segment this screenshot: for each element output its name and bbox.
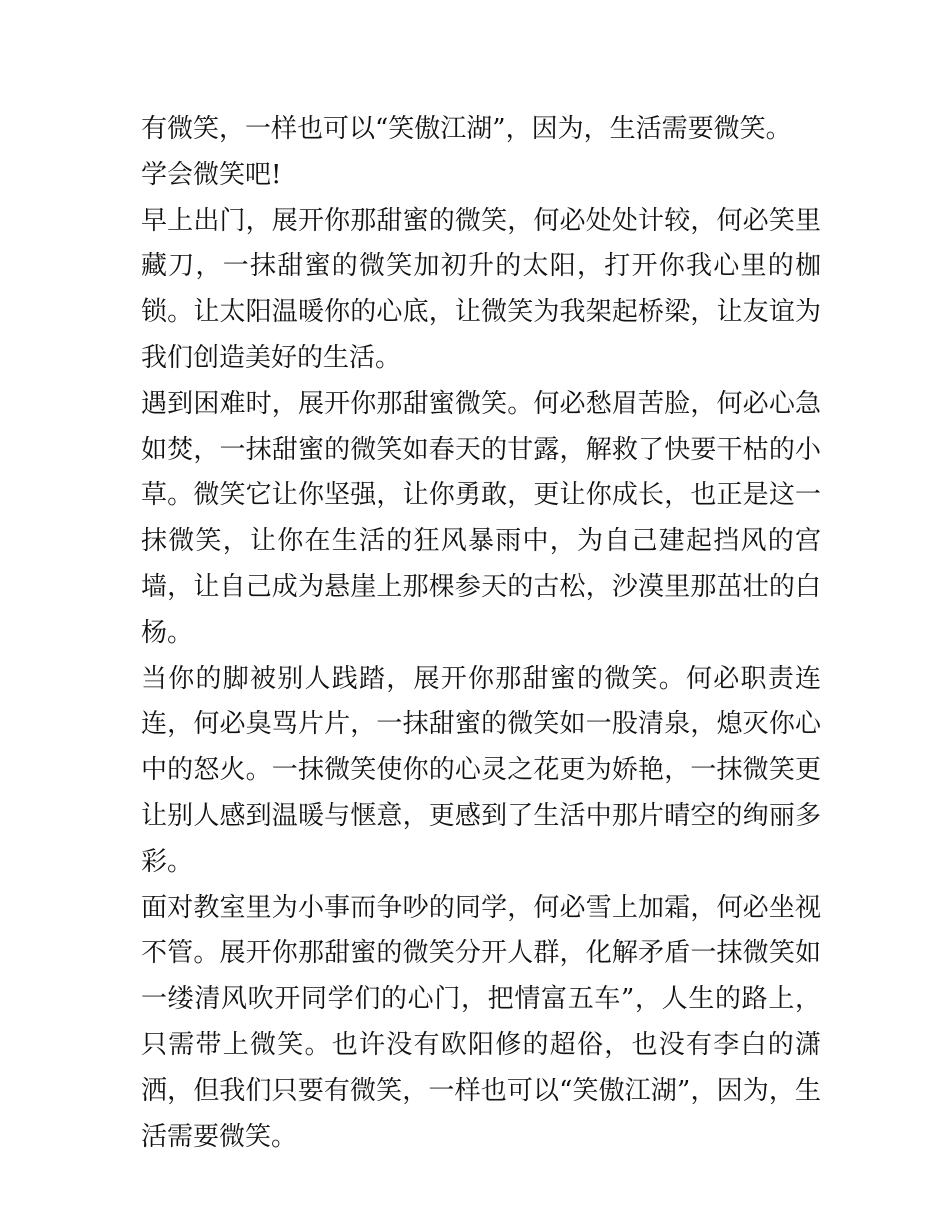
paragraph-5: 当你的脚被别人践踏，展开你那甜蜜的微笑。何必职责连连，何必臭骂片片，一抹甜蜜的微笑如一股清泉，熄灭你心中的怒火。一抹微笑使你的心灵之花更为娇艳，一抹微笑更让别人感到温暖与惬意，更感到了生活中那片晴空的绚丽多彩。 [141, 663, 821, 877]
paragraph-3: 早上出门，展开你那甜蜜的微笑，何必处处计较，何必笑里藏刀，一抹甜蜜的微笑加初升的太阳，打开你我心里的枷锁。让太阳温暖你的心底，让微笑为我架起桥梁，让友谊为我们创造美好的生活。 [141, 205, 821, 373]
paragraph-6: 面对教室里为小事而争吵的同学，何必雪上加霜，何必坐视不管。展开你那甜蜜的微笑分开人群，化解矛盾一抹微笑如一缕清风吹开同学们的心门，把情富五车”，人生的路上，只需带上微笑。也许没有欧阳修的超俗，也没有李白的潇洒，但我们只要有微笑，一样也可以“笑傲江湖”，因为，生活需要微笑。 [141, 892, 821, 1152]
paragraph-4: 遇到困难时，展开你那甜蜜微笑。何必愁眉苦脸，何必心急如焚，一抹甜蜜的微笑如春天的甘露，解救了快要干枯的小草。微笑它让你坚强，让你勇敢，更让你成长，也正是这一抹微笑，让你在生活的狂风暴雨中，为自己建起挡风的宫墙，让自己成为悬崖上那棵参天的古松，沙漠里那茁壮的白杨。 [141, 388, 821, 648]
paragraph-1: 有微笑，一样也可以“笑傲江湖”，因为，生活需要微笑。 [141, 114, 792, 144]
document-body [141, 107, 821, 1160]
paragraph-2: 学会微笑吧! [141, 159, 282, 190]
